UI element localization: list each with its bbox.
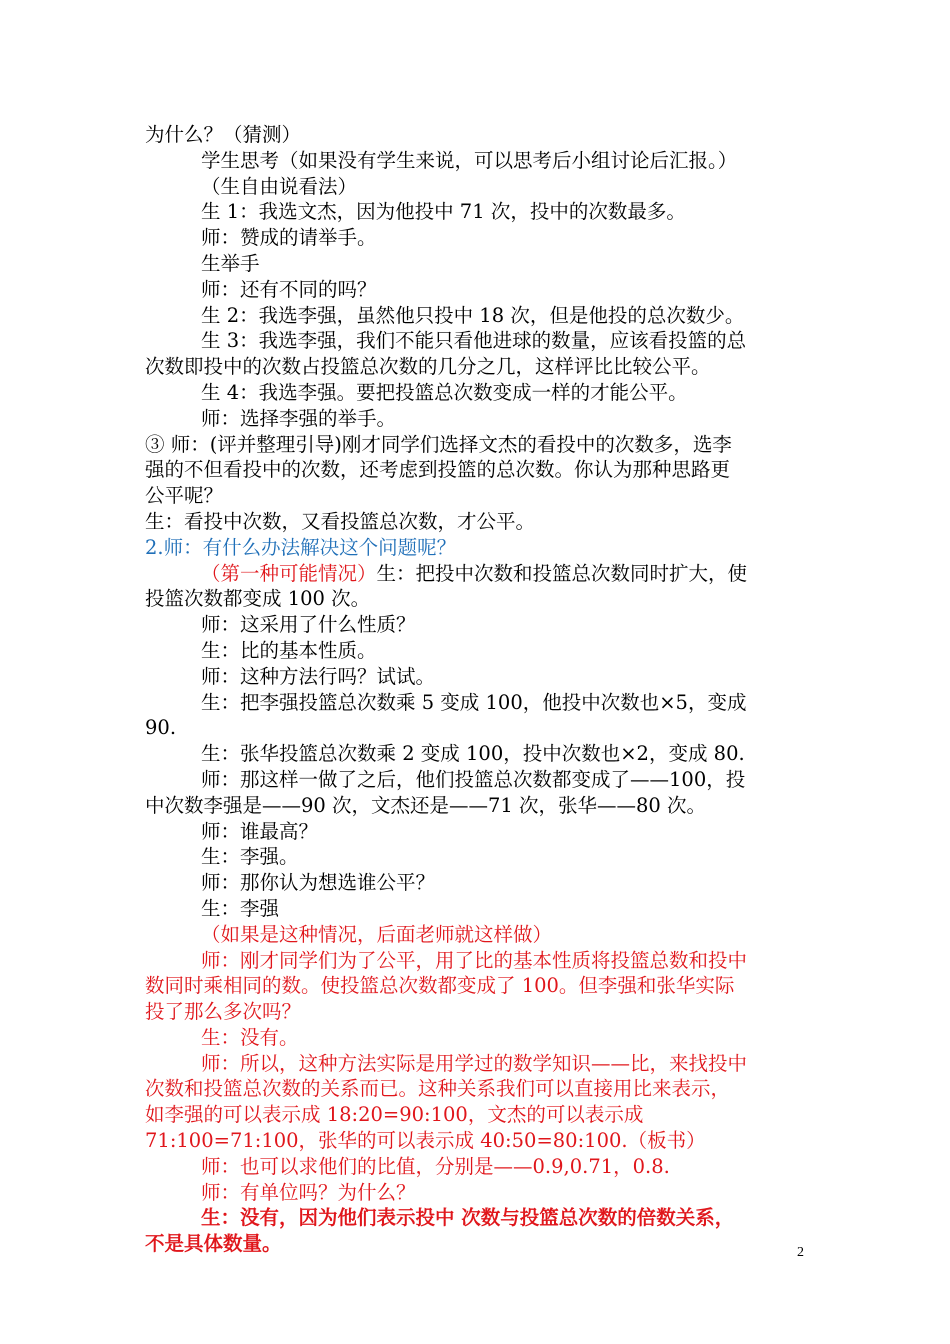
text-line: 生：李强 xyxy=(201,896,280,920)
text-segment: 生：把投中次数和投篮总次数同时扩大，使 xyxy=(376,561,748,585)
text-line: 师：这采用了什么性质？ xyxy=(201,613,416,637)
text-line: 生：比的基本性质。 xyxy=(201,638,377,662)
text-line: 生 4：我选李强。要把投篮总次数变成一样的才能公平。 xyxy=(201,380,688,404)
text-line: 数同时乘相同的数。使投篮总次数都变成了 100。但李强和张华实际 xyxy=(145,974,735,998)
text-line: 师：刚才同学们为了公平，用了比的基本性质将投篮总数和投中 xyxy=(201,948,748,972)
text-line: 公平呢？ xyxy=(145,484,224,508)
text-body xyxy=(145,122,815,1257)
text-line: 师：所以，这种方法实际是用学过的数学知识——比，来找投中 xyxy=(201,1051,748,1075)
text-line: 投了那么多次吗？ xyxy=(145,1000,302,1024)
text-line: 师：也可以求他们的比值，分别是——0.9,0.71，0.8. xyxy=(201,1154,670,1178)
text-line: 生 1：我选文杰，因为他投中 71 次，投中的次数最多。 xyxy=(201,200,686,224)
text-line: 生：看投中次数，又看投篮总次数，才公平。 xyxy=(145,509,536,533)
text-line: 次数和投篮总次数的关系而已。这种关系我们可以直接用比来表示， xyxy=(145,1077,731,1101)
text-line: （如果是这种情况，后面老师就这样做） xyxy=(201,922,553,946)
text-line: 如李强的可以表示成 18:20=90:100，文杰的可以表示成 xyxy=(145,1103,644,1127)
text-line: 师：那你认为想选谁公平？ xyxy=(201,871,436,895)
text-line: （生自由说看法） xyxy=(201,174,358,198)
text-line: 师：赞成的请举手。 xyxy=(201,226,377,250)
text-line: 师：有单位吗？为什么？ xyxy=(201,1180,416,1204)
text-line: 次数即投中的次数占投篮总次数的几分之几，这样评比比较公平。 xyxy=(145,355,711,379)
text-line: 生：张华投篮总次数乘 2 变成 100，投中次数也×2，变成 80. xyxy=(201,742,745,766)
text-line: 不是具体数量。 xyxy=(145,1232,282,1256)
text-line: 师：那这样一做了之后，他们投篮总次数都变成了——100，投 xyxy=(201,767,746,791)
text-line: 生举手 xyxy=(201,251,260,275)
text-line xyxy=(145,561,815,587)
text-line: 师：这种方法行吗？试试。 xyxy=(201,664,436,688)
text-line: 师：还有不同的吗？ xyxy=(201,277,377,301)
text-line: 强的不但看投中的次数，还考虑到投篮的总次数。你认为那种思路更 xyxy=(145,458,731,482)
text-line: 师：谁最高？ xyxy=(201,819,319,843)
text-line: 生：把李强投篮总次数乘 5 变成 100，他投中次数也×5，变成 xyxy=(201,690,747,714)
text-line: 90. xyxy=(145,716,177,740)
text-line: 中次数李强是——90 次，文杰还是——71 次，张华——80 次。 xyxy=(145,793,707,817)
text-line: 师：选择李强的举手。 xyxy=(201,406,397,430)
text-line: 投篮次数都变成 100 次。 xyxy=(145,587,371,611)
text-line: 生：没有，因为他们表示投中 次数与投篮总次数的倍数关系， xyxy=(201,1206,735,1230)
text-line: ③ 师：(评并整理引导)刚才同学们选择文杰的看投中的次数多，选李 xyxy=(145,432,732,456)
text-line: 生 3：我选李强，我们不能只看他进球的数量，应该看投篮的总 xyxy=(201,329,747,353)
text-line: 生 2：我选李强，虽然他只投中 18 次，但是他投的总次数少。 xyxy=(201,303,745,327)
text-segment: （第一种可能情况） xyxy=(201,561,377,585)
text-line: 学生思考（如果没有学生来说，可以思考后小组讨论后汇报。） xyxy=(201,148,738,172)
text-line: 71:100=71:100，张华的可以表示成 40:50=80:100.（板书） xyxy=(145,1129,706,1153)
text-line: 生：没有。 xyxy=(201,1025,299,1049)
text-line: 生：李强。 xyxy=(201,845,299,869)
text-line: 2.师：有什么办法解决这个问题呢？ xyxy=(145,535,457,559)
text-line: 为什么？（猜测） xyxy=(145,123,302,146)
page-number: 2 xyxy=(797,1245,804,1260)
